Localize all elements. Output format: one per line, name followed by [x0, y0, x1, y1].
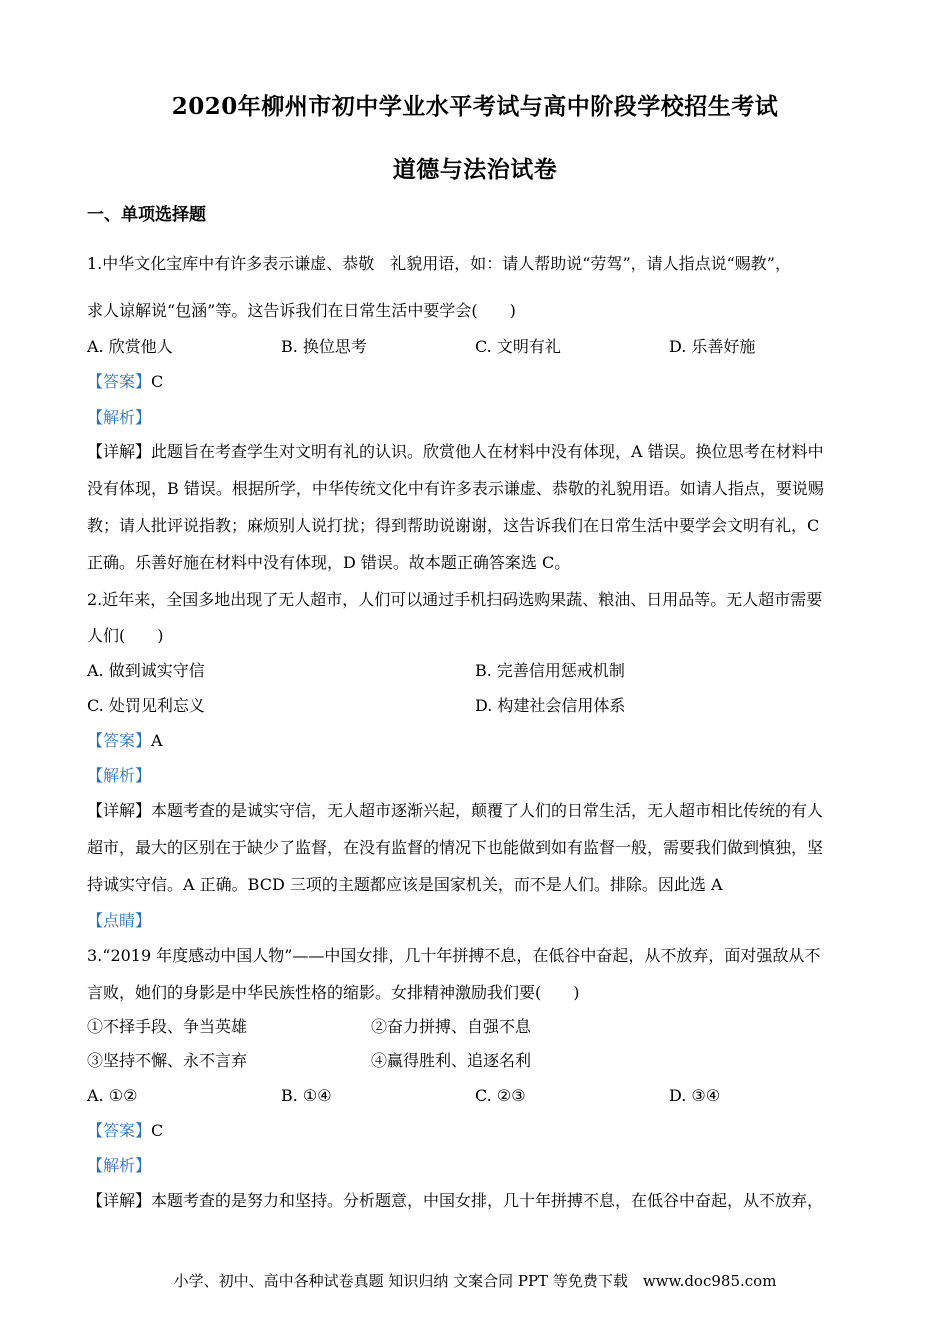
q1-stem-line1: 1.中华文化宝库中有许多表示谦虚、恭敬 礼貌用语，如：请人帮助说“劳驾”，请人指点说“赐教”，: [87, 254, 791, 273]
q2-analysis-tag: 【解析】: [87, 766, 152, 785]
q3-item-1: ①不择手段、争当英雄: [87, 1017, 248, 1036]
q3-stem-line2: 言败，她们的身影是中华民族性格的缩影。女排精神激励我们要( ): [87, 983, 580, 1002]
q3-option-a: A. ①②: [87, 1086, 138, 1105]
q1-option-c: C. 文明有礼: [475, 337, 561, 356]
q3-stem-line1: 3.“2019 年度感动中国人物”——中国女排，几十年拼搏不息，在低谷中奋起，从不放弃，面对强敌从不: [87, 946, 821, 965]
answer-value: A: [151, 731, 163, 750]
q3-detail-line1: [87, 1191, 823, 1211]
detail-tag: 【详解】: [87, 1191, 152, 1210]
q1-analysis-tag: 【解析】: [87, 408, 152, 427]
q3-answer: [87, 1121, 163, 1141]
q3-option-b: B. ①④: [281, 1086, 332, 1105]
q3-analysis-tag: 【解析】: [87, 1156, 152, 1175]
page-title: 2020年柳州市初中学业水平考试与高中阶段学校招生考试: [171, 93, 779, 120]
answer-value: C: [151, 1121, 164, 1140]
detail-tag: 【详解】: [87, 442, 152, 461]
q3-item-3: ③坚持不懈、永不言弃: [87, 1051, 248, 1070]
answer-tag: 【答案】: [87, 372, 152, 391]
q3-option-c: C. ②③: [475, 1086, 526, 1105]
q2-detail-line2: 超市，最大的区别在于缺少了监督，在没有监督的情况下也能做到如有监督一般，需要我们做到慎独，坚: [87, 838, 824, 857]
q2-stem-line2: 人们( ): [87, 626, 164, 645]
detail-tag: 【详解】: [87, 801, 152, 820]
q1-option-d: D. 乐善好施: [669, 337, 756, 356]
footer-text: 小学、初中、高中各种试卷真题 知识归纳 文案合同 PPT 等免费下载 www.doc985.com: [173, 1272, 777, 1290]
q2-option-b: B. 完善信用惩戒机制: [475, 661, 625, 680]
q2-detail-line3: 持诚实守信。A 正确。BCD 三项的主题都应该是国家机关，而不是人们。排除。因此选 A: [87, 875, 723, 894]
q1-detail-line1: [87, 442, 824, 462]
answer-value: C: [151, 372, 164, 391]
q1-stem-line2: 求人谅解说“包涵”等。这告诉我们在日常生活中要学会( ): [87, 301, 516, 320]
q3-option-d: D. ③④: [669, 1086, 721, 1105]
q1-answer: [87, 372, 163, 392]
q2-stem-line1: 2.近年来，全国多地出现了无人超市，人们可以通过手机扫码选购果蔬、粮油、日用品等。无人超市需要: [87, 590, 823, 609]
q3-item-2: ②奋力拼搏、自强不息: [371, 1017, 532, 1036]
q2-answer: [87, 731, 163, 751]
q3-item-4: ④赢得胜利、追逐名利: [371, 1051, 532, 1070]
q1-detail-line3: 教；请人批评说指教；麻烦别人说打扰；得到帮助说谢谢，这告诉我们在日常生活中要学会文明有礼，C: [87, 516, 820, 535]
detail-text: 本题考查的是诚实守信，无人超市逐渐兴起，颠覆了人们的日常生活，无人超市相比传统的有人: [151, 801, 824, 820]
q1-detail-line2: 没有体现，B 错误。根据所学，中华传统文化中有许多表示谦虚、恭敬的礼貌用语。如请人指点，要说赐: [87, 479, 824, 498]
answer-tag: 【答案】: [87, 1121, 152, 1140]
detail-text: 此题旨在考查学生对文明有礼的认识。欣赏他人在材料中没有体现，A 错误。换位思考在材料中: [151, 442, 824, 461]
detail-text: 本题考查的是努力和坚持。分析题意，中国女排，几十年拼搏不息，在低谷中奋起，从不放弃，: [151, 1191, 824, 1210]
section-title: 一、单项选择题: [87, 205, 206, 225]
q2-option-a: A. 做到诚实守信: [87, 661, 205, 680]
q2-detail-line1: [87, 801, 823, 821]
page-subtitle: 道德与法治试卷: [392, 156, 558, 183]
q1-option-a: A. 欣赏他人: [87, 337, 173, 356]
q2-option-d: D. 构建社会信用体系: [475, 696, 626, 715]
q1-detail-line4: 正确。乐善好施在材料中没有体现，D 错误。故本题正确答案选 C。: [87, 553, 571, 572]
q2-option-c: C. 处罚见利忘义: [87, 696, 205, 715]
q2-comment-tag: 【点睛】: [87, 911, 152, 930]
q1-option-b: B. 换位思考: [281, 337, 367, 356]
answer-tag: 【答案】: [87, 731, 152, 750]
